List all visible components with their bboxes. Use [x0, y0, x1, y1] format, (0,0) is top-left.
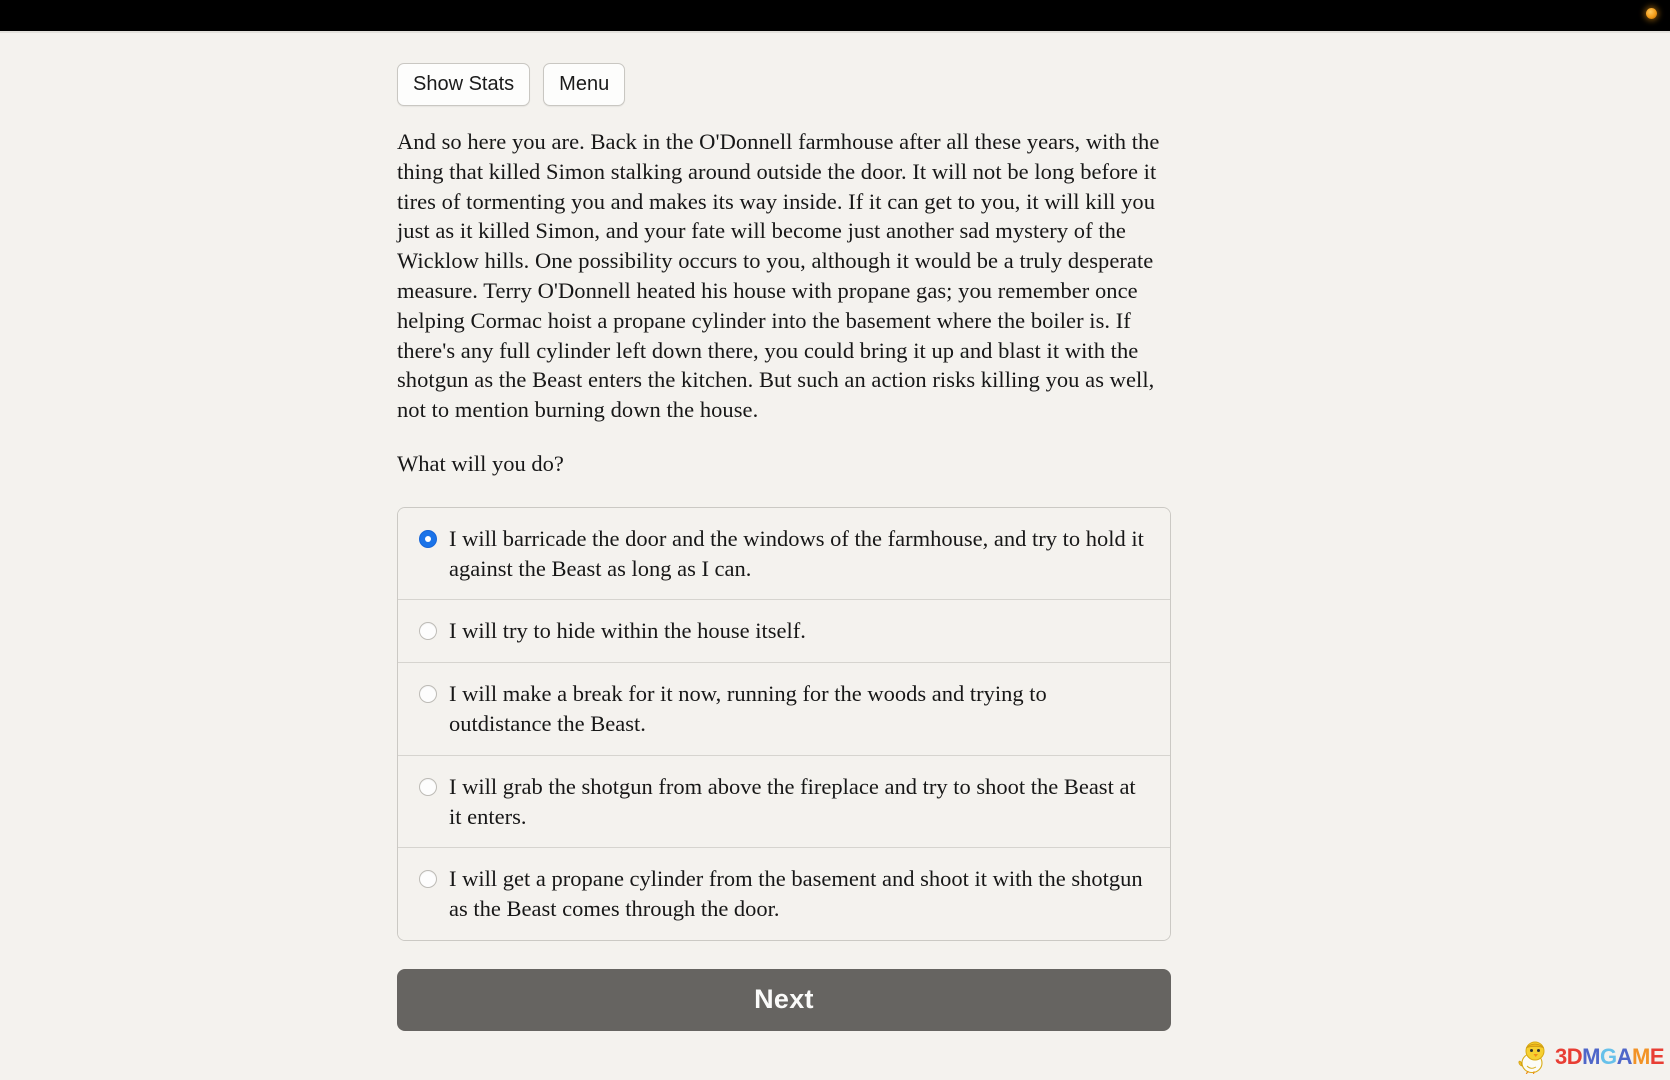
choice-label-2: I will try to hide within the house itself. [449, 618, 806, 644]
radio-button-1-icon[interactable] [419, 530, 437, 548]
watermark-letter-7: E [1649, 1044, 1664, 1069]
show-stats-button[interactable]: Show Stats [397, 63, 530, 106]
chick-logo-icon [1517, 1040, 1553, 1074]
choice-prompt: What will you do? [397, 450, 564, 476]
radio-button-2-icon[interactable] [419, 622, 437, 640]
choice-label-1: I will barricade the door and the windows of the farmhouse, and try to hold it against the Beast as long as I can. [449, 525, 1144, 581]
choice-list [397, 507, 1171, 941]
watermark-letter-5: A [1616, 1044, 1632, 1069]
radio-button-3-icon[interactable] [419, 685, 437, 703]
watermark [1517, 1040, 1664, 1074]
choice-option-1[interactable] [398, 508, 1170, 600]
watermark-letter-4: G [1599, 1044, 1617, 1069]
radio-button-4-icon[interactable] [419, 778, 437, 796]
recording-indicator-dot-icon [1646, 8, 1657, 19]
watermark-letter-2: D [1566, 1044, 1583, 1069]
story-paragraph: And so here you are. Back in the O'Donnell farmhouse after all these years, with the thing that killed Simon stalking around outside the door. It will not be long before it tires of tormenting you and makes its way inside. If it can get to you, it will kill you just as it killed Simon, and your fate will become just another sad mystery of the Wicklow hills. One possibility occurs to you, although it would be a truly desperate measure. Terry O'Donnell heated his house with propane gas; you remember once helping Cormac hoist a propane cylinder into the basement where the boiler is. If there's any full cylinder left down there, you could bring it up and blast it with the shotgun as the Beast enters the kitchen. But such an action risks killing you as well, not to mention burning down the house. [397, 129, 1160, 423]
game-page [0, 33, 1670, 1080]
choice-option-4[interactable] [398, 755, 1170, 848]
watermark-letter-3: M [1582, 1044, 1600, 1069]
radio-button-5-icon[interactable] [419, 870, 437, 888]
watermark-letter-1: 3 [1555, 1044, 1567, 1069]
choice-label-5: I will get a propane cylinder from the basement and shoot it with the shotgun as the Beast comes through the door. [449, 866, 1143, 922]
next-button[interactable]: Next [397, 969, 1171, 1031]
choice-label-4: I will grab the shotgun from above the fireplace and try to shoot the Beast at it enters. [449, 773, 1136, 829]
top-system-bar [0, 0, 1670, 31]
choice-option-2[interactable] [398, 599, 1170, 662]
choice-option-5[interactable] [398, 847, 1170, 940]
menu-button[interactable]: Menu [543, 63, 625, 106]
watermark-letter-6: M [1631, 1044, 1650, 1069]
content-column [397, 33, 1171, 1031]
watermark-text [1555, 1046, 1664, 1068]
choice-label-3: I will make a break for it now, running for the woods and trying to outdistance the Beast. [449, 681, 1047, 736]
choice-option-3[interactable] [398, 662, 1170, 755]
toolbar [397, 63, 1171, 106]
